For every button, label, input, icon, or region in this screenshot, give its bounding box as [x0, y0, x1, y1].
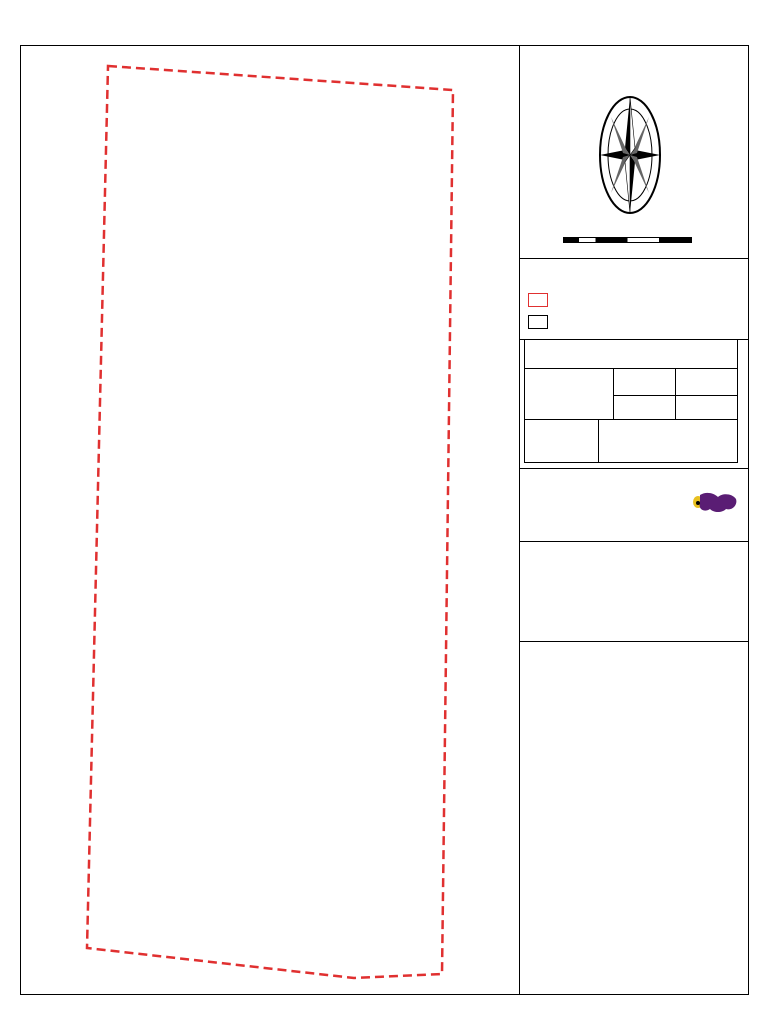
compass-rose-icon — [597, 93, 663, 217]
site-map — [21, 46, 519, 994]
legend-bangunan-swatch — [528, 315, 548, 329]
area-boundary — [87, 66, 453, 978]
company-logo — [692, 489, 738, 515]
info-panel — [519, 45, 749, 995]
scale-bar — [563, 237, 692, 243]
legend-area-swatch — [528, 293, 548, 307]
